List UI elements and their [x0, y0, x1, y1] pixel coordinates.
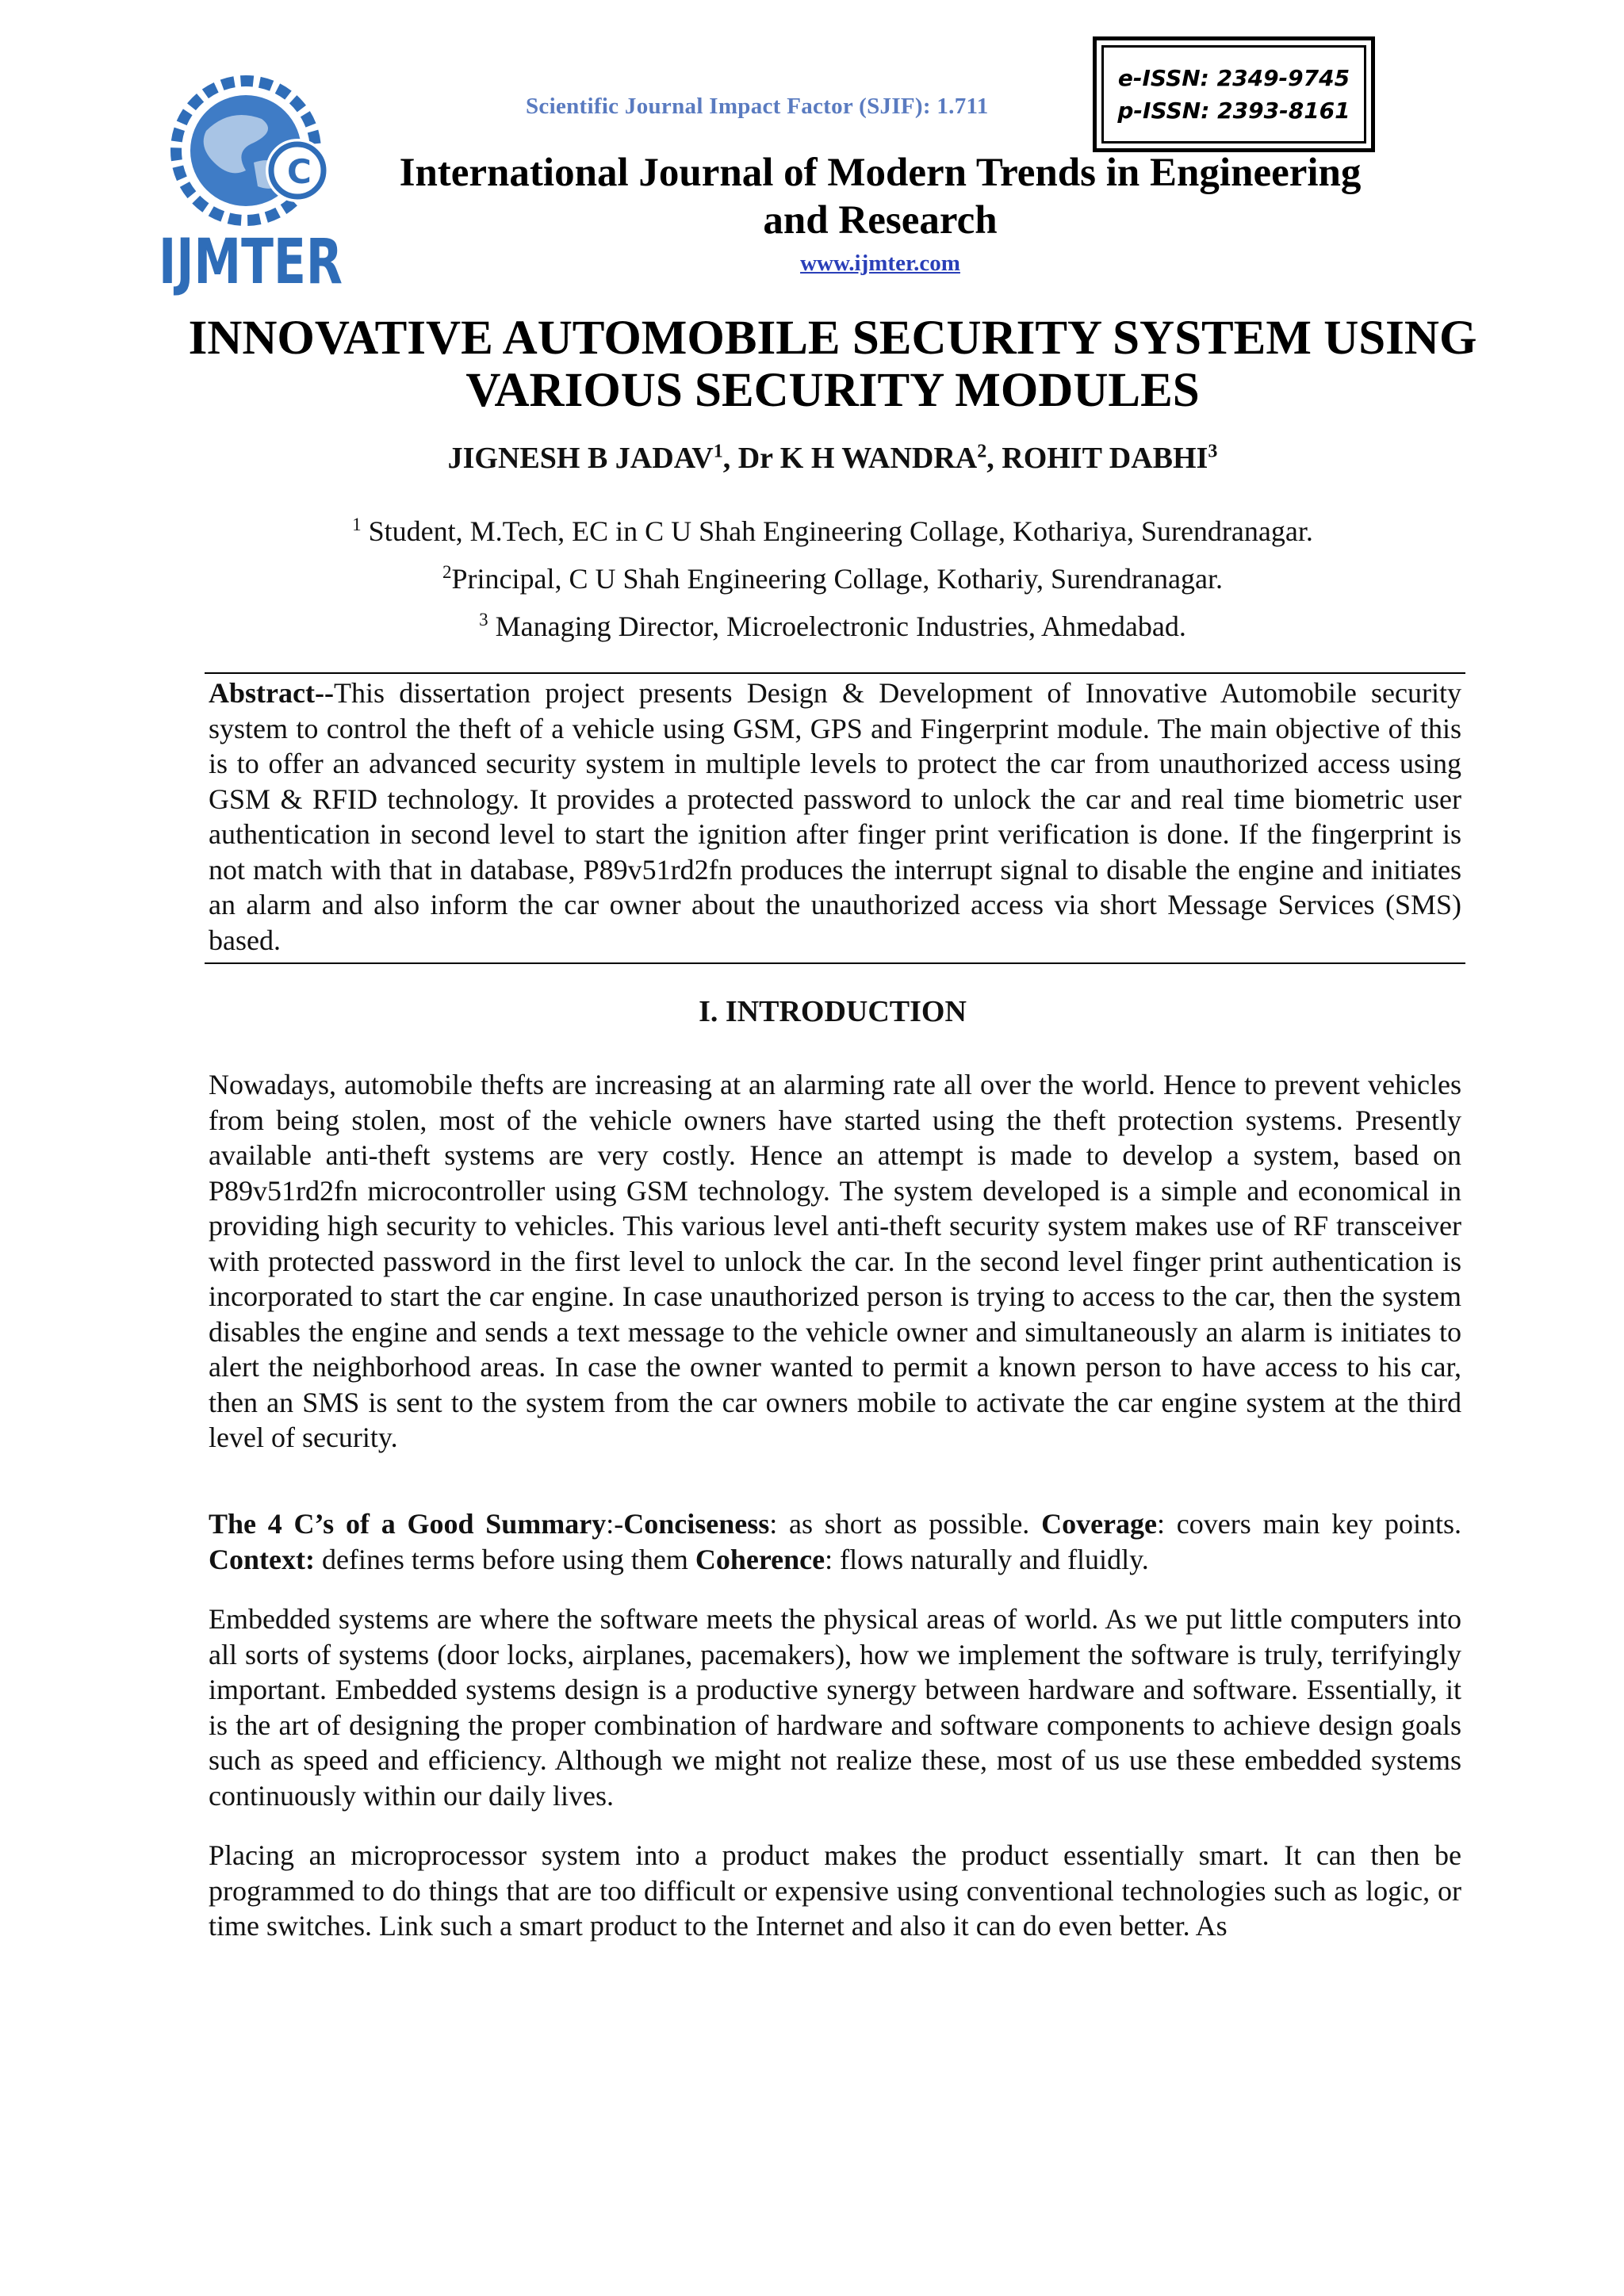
affiliation-text: Student, M.Tech, EC in C U Shah Engineering Collage, Kothariya, Surendranagar. — [361, 515, 1313, 547]
abstract — [209, 675, 1461, 958]
author-separator: , — [722, 442, 738, 475]
section-heading-introduction: I. INTRODUCTION — [699, 995, 967, 1028]
summary-def: defines terms before using them — [314, 1543, 695, 1575]
summary-paragraph — [209, 1506, 1461, 1577]
svg-text:C: C — [287, 152, 312, 191]
abstract-bottom-rule — [205, 962, 1465, 964]
intro-paragraph: Nowadays, automobile thefts are increasing at an alarming rate all over the world. Hence to prevent vehicles from being stolen, most of the vehicle owners have started using the theft protection systems. Presently available anti-theft systems are very costly. Hence an attempt is made to develop a system, based on P89v51rd2fn microcontroller using GSM technology. The system developed is a simple and economical in providing high security to vehicles. This various level anti-theft security system makes use of RF transceiver with protected password in the first level to unlock the car. In the second level finger print authentication is incorporated to start the car engine. In case unauthorized person is trying to access to the car, then the system disables the engine and sends a text message to the vehicle owner and simultaneously an alarm is initiates to alert the neighborhood areas. In case the owner wanted to permit a known person to have access to his car, then an SMS is sent to the system from the car owners mobile to activate the car engine system at the third level of security. — [209, 1069, 1461, 1453]
globe-gear-icon — [159, 75, 349, 298]
ijmter-logo — [159, 75, 349, 298]
issn-box — [1093, 36, 1375, 152]
author-separator: , — [986, 442, 1002, 475]
summary-label: The 4 C’s of a Good Summary — [209, 1508, 607, 1540]
journal-title: International Journal of Modern Trends in Engineering and Research — [399, 151, 1362, 243]
summary-term: Conciseness — [623, 1508, 770, 1540]
abstract-text: This dissertation project presents Design & Development of Innovative Automobile security system to control the theft of a vehicle using GSM, GPS and Fingerprint module. The main objective of this is to offer an advanced security system in multiple levels to protect the car from unauthorized access using GSM & RFID technology. It provides a protected password to unlock the car and real time biometric user authentication in second level to start the ignition after finger print verification is done. If the fingerprint is not match with that in database, P89v51rd2fn produces the interrupt signal to disable the engine and initiates an alarm and also inform the car owner about the unauthorized access via short Message Services (SMS) based. — [209, 677, 1461, 956]
authors-line — [159, 441, 1507, 476]
author-name: ROHIT DABHI — [1002, 442, 1208, 475]
abstract-label: Abstract-- — [209, 677, 334, 709]
summary-term: Coherence — [695, 1543, 825, 1575]
affiliation-text: Principal, C U Shah Engineering Collage, Kothariy, Surendranagar. — [451, 563, 1223, 595]
summary-def: : covers main key points. — [1157, 1508, 1461, 1540]
embedded-paragraph: Embedded systems are where the software meets the physical areas of world. As we put little computers into all sorts of systems (door locks, airplanes, pacemakers), how we implement the software is truly, terrifyingly important. Embedded systems design is a productive synergy between hardware and software. Essentially, it is the art of designing the proper combination of hardware and software components to achieve design goals such as speed and efficiency. Although we might not realize these, most of us use these embedded systems continuously within our daily lives. — [209, 1603, 1461, 1812]
impact-factor: Scientific Journal Impact Factor (SJIF): 1.711 — [526, 94, 989, 119]
affiliation-sup: 3 — [479, 610, 488, 629]
summary-term: Context: — [209, 1543, 315, 1575]
svg-text:IJMTER: IJMTER — [159, 227, 343, 298]
journal-url-link[interactable]: www.ijmter.com — [800, 251, 960, 276]
author-name: JIGNESH B JADAV — [447, 442, 714, 475]
summary-def: : flows naturally and fluidly. — [825, 1543, 1149, 1575]
microprocessor-paragraph: Placing an microprocessor system into a product makes the product essentially smart. It can then be programmed to do things that are too difficult or expensive using conventional technologies such as logic, or time switches. Link such a smart product to the Internet and also it can do even better. As — [209, 1839, 1461, 1942]
p-issn: p-ISSN: 2393-8161 — [1117, 98, 1350, 124]
summary-sep: :- — [606, 1508, 624, 1540]
author-sup: 2 — [977, 441, 987, 462]
affiliations — [159, 504, 1507, 647]
affiliation-sup: 1 — [352, 515, 362, 534]
affiliation — [159, 504, 1507, 552]
affiliation-text: Managing Director, Microelectronic Industries, Ahmedabad. — [488, 610, 1186, 642]
affiliation-sup: 2 — [442, 562, 452, 582]
affiliation — [159, 599, 1507, 647]
abstract-top-rule — [205, 672, 1465, 674]
author-sup: 1 — [713, 441, 723, 462]
e-issn: e-ISSN: 2349-9745 — [1117, 65, 1350, 91]
author-name: Dr K H WANDRA — [737, 442, 978, 475]
affiliation — [159, 552, 1507, 599]
author-sup: 3 — [1208, 441, 1218, 462]
summary-def: : as short as possible. — [769, 1508, 1042, 1540]
paper-title: INNOVATIVE AUTOMOBILE SECURITY SYSTEM USING VARIOUS SECURITY MODULES — [188, 312, 1477, 417]
summary-term: Coverage — [1041, 1508, 1158, 1540]
